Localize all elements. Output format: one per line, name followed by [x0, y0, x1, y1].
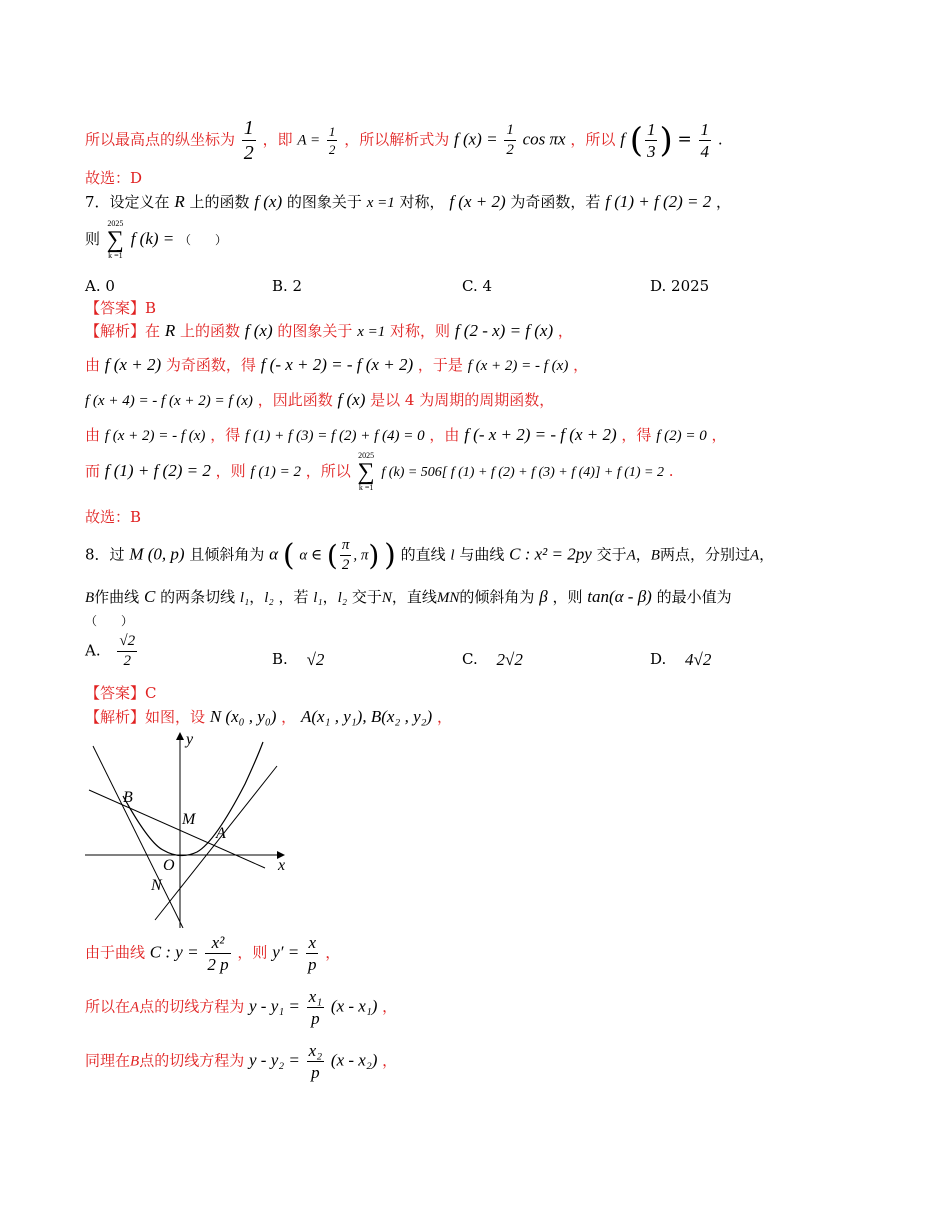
text-segment: ，因此函数	[257, 391, 333, 409]
text-segment: ，于是	[417, 356, 463, 374]
label-a: A	[216, 825, 226, 842]
text-segment: ，	[573, 356, 589, 374]
math-tangent-rhs: (x - x₁)	[330, 996, 378, 1016]
text-segment: 如图，设	[145, 708, 206, 726]
text-segment: 与曲线	[459, 545, 505, 564]
math-l2: l₂	[264, 590, 274, 606]
text-segment: 点的切线方程为	[139, 997, 245, 1016]
text-segment: 所以最高点的纵坐标为	[85, 130, 236, 149]
math-tangent-lhs: y - y₁ =	[248, 996, 300, 1016]
math-f1: f (1) = 2	[250, 464, 301, 480]
q7-answer-choice: 故选：B	[85, 508, 142, 526]
math-R: R	[174, 192, 185, 211]
q8-answer: 【答案】C	[85, 684, 157, 702]
text-segment: ，得	[621, 426, 652, 444]
paren-left: (	[282, 538, 295, 573]
text-segment: 交于	[596, 545, 627, 564]
text-segment: 的最小值为	[656, 588, 732, 606]
math-f: f	[620, 129, 625, 149]
math-tangent-lhs: y - y₂ =	[248, 1050, 300, 1070]
math-x-eq-1: x =1	[357, 324, 386, 340]
math-beta: β	[539, 587, 548, 606]
fraction-x1-over-p: $\frac{\text{x₁}}{p}$	[308, 987, 323, 1028]
math-point-m: M (0, p)	[129, 544, 185, 564]
summation: 2025 ∑ k =1	[357, 451, 375, 492]
text-segment: 是以 4 为周期的周期函数，	[370, 391, 555, 409]
fraction-x2-over-p: $\frac{\text{x₂}}{p}$	[308, 1041, 323, 1082]
math-l1: l₁	[239, 590, 250, 606]
q7-solution-line4	[85, 424, 727, 445]
text-segment: 为奇函数，得	[165, 356, 256, 374]
label-b: B	[123, 789, 133, 806]
fraction-x2-over-2p: $\frac{\text{x²}}{2 p}$	[207, 933, 229, 974]
q6-answer-choice: 故选：D	[85, 169, 143, 187]
fraction-one-third: $\frac{1}{3}$	[646, 120, 656, 161]
math-symmetry: f (2 - x) = f (x)	[454, 321, 554, 340]
analysis-label: 【解析】	[85, 322, 146, 340]
math-curve: C : x² = 2py	[509, 544, 592, 564]
math-derivative: y′ =	[272, 942, 300, 962]
tangent-line-at-b	[93, 746, 183, 928]
math-final-sum: f (k) = 506[ f (1) + f (2) + f (3) + f (4)] + f (1) = 2	[381, 465, 664, 480]
fraction-one-half: $\frac{1}{2}$	[243, 117, 254, 164]
text-segment: ，	[382, 997, 398, 1016]
label-n: N	[151, 877, 162, 894]
text-segment: ，所以解析式为	[344, 130, 450, 149]
text-segment: ，	[716, 193, 732, 211]
q7-option-c: C. 4	[462, 277, 493, 295]
q7-solution-line1	[85, 320, 573, 341]
math-fx-plus-2: f (x + 2)	[104, 355, 162, 374]
text-segment: 对称，则	[390, 322, 451, 340]
q7-solution-line5	[85, 452, 674, 492]
text-segment: ，	[325, 943, 341, 962]
q7-option-a: A. 0	[85, 277, 115, 295]
label-x: x	[278, 857, 286, 874]
q8-stem-line2: B作曲线 C 的两条切线 l₁，l₂ ，若 l₁，l₂ 交于N，直线MN的倾斜角为 β ，则 tan(α - β) 的最小值为	[85, 587, 732, 606]
math-A: A	[130, 999, 140, 1016]
q8-solution-line1	[85, 706, 452, 727]
text-segment: ，得	[210, 426, 241, 444]
math-relation: f (x + 2) = - f (x)	[467, 358, 569, 374]
text-segment: 交于	[351, 588, 382, 606]
math-point-n: N (x₀ , y₀)	[209, 707, 277, 726]
math-f2-zero: f (2) = 0	[656, 428, 707, 444]
text-segment: ，所以	[305, 462, 351, 480]
text-segment: 8．过	[85, 545, 125, 564]
text-segment: ，即	[262, 130, 293, 149]
text-segment: 上的函数	[179, 322, 240, 340]
text-segment: ，	[711, 426, 727, 444]
math-fx: f (x) =	[454, 129, 498, 149]
math-relation: f (x + 2) = - f (x)	[104, 428, 206, 444]
math-R: R	[164, 321, 176, 340]
text-segment: 的图象关于	[286, 193, 362, 211]
text-segment: 7．设定义在	[85, 193, 170, 211]
text-segment: 为奇函数，若	[510, 193, 601, 211]
text-segment: 上的函数	[189, 193, 250, 211]
text-segment: ，则	[215, 462, 246, 480]
paren-right: )	[384, 538, 396, 573]
math-fx: f (x)	[254, 192, 283, 211]
label-m: M	[182, 811, 196, 828]
text-segment: ，则	[552, 588, 583, 606]
q8-option-a: A. $\frac{√2}{2}$	[85, 633, 136, 669]
math-fx-plus-2: f (x + 2)	[449, 192, 506, 211]
math-equals: =	[677, 129, 692, 150]
q8-option-d: D. 4√2	[650, 650, 712, 669]
parabola-curve	[123, 742, 263, 856]
text-segment: .	[668, 462, 674, 480]
math-x-eq-1: x =1	[366, 195, 395, 211]
math-curve-y: C : y =	[149, 942, 199, 962]
math-condition: f (1) + f (2) = 2	[104, 461, 211, 480]
parabola-figure	[85, 728, 295, 928]
text-segment: ，	[382, 1051, 398, 1070]
paren-left: (	[326, 539, 338, 572]
math-cos: cos πx	[522, 129, 566, 149]
math-fx: f (x)	[244, 321, 273, 340]
text-segment: ，若	[278, 588, 309, 606]
text-segment: 在	[145, 322, 161, 340]
text-segment: 且倾斜角为	[189, 545, 265, 564]
q7-solution-line3	[85, 389, 554, 410]
q6-conclusion-line	[85, 118, 723, 163]
tangent-line-at-a	[155, 766, 277, 920]
text-segment: ，所以	[570, 130, 616, 149]
text-segment: 所以在	[85, 997, 131, 1016]
q7-stem-line1	[85, 191, 731, 212]
text-segment: 点的切线方程为	[139, 1051, 245, 1070]
paren-right: )	[659, 120, 673, 161]
text-segment: 由	[85, 356, 101, 374]
fraction-one-quarter: $\frac{1}{4}$	[700, 120, 710, 161]
math-condition: f (1) + f (2) = 2	[605, 192, 712, 211]
math-odd-relation: f (- x + 2) = - f (x + 2)	[464, 425, 617, 444]
text-segment: 的图象关于	[277, 322, 353, 340]
math-alpha-in: α ∈	[299, 547, 323, 564]
answer-paren: （ ）	[179, 233, 228, 247]
summation: 2025 ∑ k =1	[106, 219, 124, 260]
text-segment: 由于曲线	[85, 943, 146, 962]
text-segment: 同理在	[85, 1051, 131, 1070]
math-a-equals: A =	[297, 132, 321, 149]
q7-option-b: B. 2	[272, 277, 303, 295]
math-B: B	[130, 1053, 140, 1070]
fraction-sqrt2-over-2: $\frac{√2}{2}$	[119, 633, 136, 669]
fraction-pi-half: $\frac{\pi}{2}$	[341, 537, 350, 573]
q7-option-d: D. 2025	[650, 277, 710, 295]
math-tan: tan(α - β)	[587, 587, 652, 606]
label-o: O	[163, 857, 175, 874]
math-alpha: α	[269, 544, 279, 564]
period: .	[717, 130, 723, 149]
line-l	[89, 790, 265, 868]
math-tangent-rhs: (x - x₂)	[330, 1050, 378, 1070]
label-y: y	[186, 731, 194, 748]
q8-option-c: C. 2√2	[462, 650, 523, 669]
text-segment: 的两条切线	[160, 588, 236, 606]
math-C: C	[143, 587, 156, 606]
paren-right: )	[368, 539, 380, 572]
q8-solution-line4	[85, 1042, 397, 1081]
q8-answer-paren: （ ）	[85, 614, 134, 628]
q7-answer: 【答案】B	[85, 299, 157, 317]
text-segment: 而	[85, 462, 101, 480]
text-segment: 则	[85, 230, 101, 248]
q8-solution-line2	[85, 934, 340, 973]
fraction-x-over-p: $\frac{x}{p}$	[307, 933, 317, 974]
math-points-ab: A(x₁ , y₁), B(x₂ , y₂)	[300, 707, 433, 726]
text-segment: ，	[281, 708, 297, 726]
text-segment: ，由	[429, 426, 460, 444]
fraction-one-half-coef: $\frac{1}{2}$	[506, 122, 514, 158]
math-sum-body: f (k) =	[130, 229, 175, 248]
math-B: B	[85, 590, 95, 606]
math-odd-relation: f (- x + 2) = - f (x + 2)	[260, 355, 414, 374]
q8-solution-line3	[85, 988, 397, 1027]
math-comma-pi: , π	[353, 547, 369, 564]
q8-option-b: B. √2	[272, 650, 325, 669]
text-segment: 作曲线	[94, 588, 140, 606]
text-segment: 由	[85, 426, 101, 444]
text-segment: ，	[557, 322, 573, 340]
text-segment: 的直线	[400, 545, 446, 564]
text-segment: 对称，	[399, 193, 445, 211]
math-period: f (x + 4) = - f (x + 2) = f (x)	[85, 393, 253, 409]
q7-solution-line2	[85, 354, 588, 375]
analysis-label: 【解析】	[85, 708, 146, 726]
paren-left: (	[629, 120, 643, 161]
text-segment: ，	[437, 708, 453, 726]
math-fx: f (x)	[337, 390, 366, 409]
math-sum-zero: f (1) + f (3) = f (2) + f (4) = 0	[245, 428, 425, 444]
q7-stem-line2	[85, 220, 227, 260]
text-segment: ，则	[237, 943, 268, 962]
q8-stem-line1: 8．过 M (0, p) 且倾斜角为 α ( α ∈ ( $\frac{\pi}{2}$ , π) ) 的直线 l 与曲线 C : x² = 2py 交于A，B两点，分别过A，	[85, 537, 775, 573]
math-l: l	[450, 547, 455, 564]
fraction-one-half-small: $\frac{1}{2}$	[328, 124, 336, 157]
